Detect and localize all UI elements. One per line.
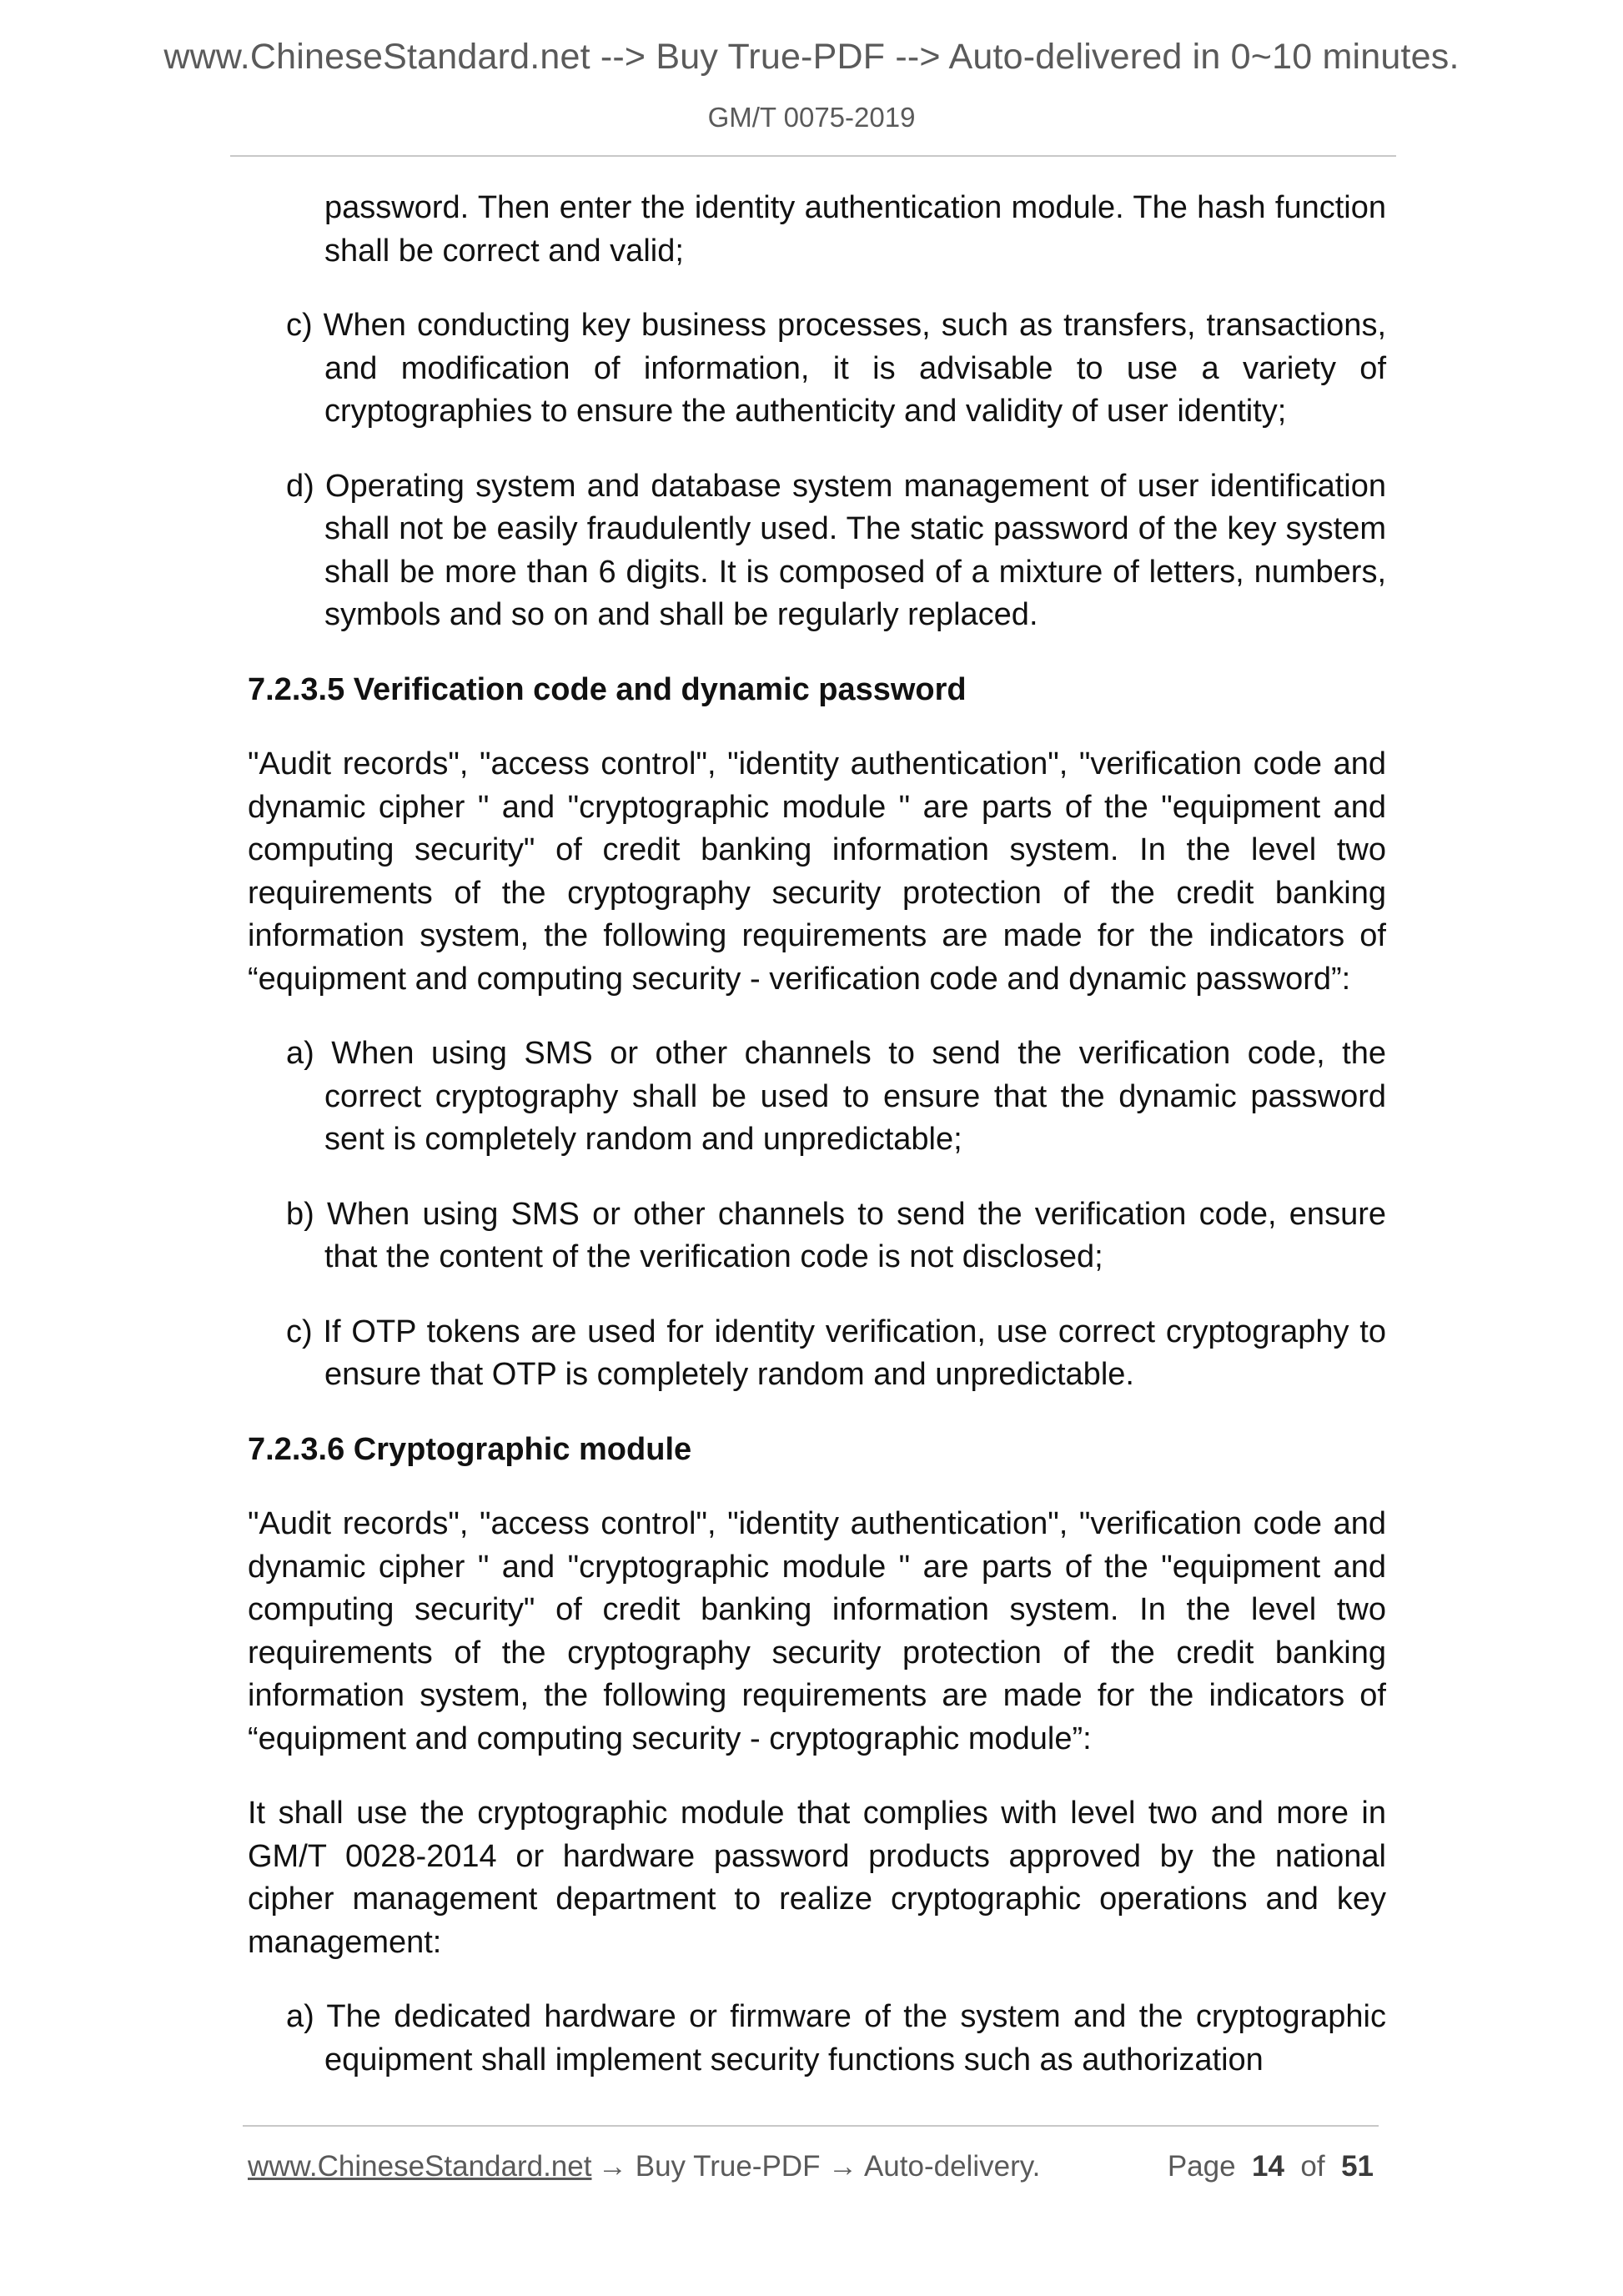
list-item-d: d) Operating system and database system management of user identification shall not be easily fraudulently used. The static password of the key system shall be more than 6 digits. It is composed of a mixture of letters, numbers, symbols and so on and shall be regularly replaced. — [286, 468, 1386, 632]
list-item-a: a) When using SMS or other channels to send the verification code, the correct cryptography shall be used to ensure that the dynamic password sent is completely random and unpredictable; — [286, 1036, 1386, 1157]
paragraph-7-2-3-5: "Audit records", "access control", "identity authentication", "verification code and dynamic cipher " and "cryptographic module " are parts of the "equipment and computing security" of credit banking information system. In the level two requirements of the cryptography security protection of the credit banking information system, the following requirements are made for the indicators of “equipment and computing security - verification code and dynamic password”: — [248, 746, 1386, 997]
paragraph-requirement: It shall use the cryptographic module that complies with level two and more in GM/T 0028-2014 or hardware password products approved by the national cipher management department to realize cryptographic operations and key management: — [248, 1796, 1386, 1960]
page-label: Page — [1167, 2150, 1236, 2183]
list-item-c: c) When conducting key business processes, such as transfers, transactions, and modification of information, it is advisable to use a variety of cryptographies to ensure the authenticity and validity of user identity; — [286, 308, 1386, 429]
paragraph-7-2-3-6: "Audit records", "access control", "identity authentication", "verification code and dynamic cipher " and "cryptographic module " are parts of the "equipment and computing security" of credit banking information system. In the level two requirements of the cryptography security protection of the credit banking information system, the following requirements are made for the indicators of “equipment and computing security - cryptographic module”: — [248, 1506, 1386, 1756]
footer-tagline: → Buy True-PDF → Auto-delivery. — [598, 2150, 1041, 2183]
header-divider — [230, 155, 1396, 157]
footer-divider — [243, 2125, 1379, 2127]
of-label: of — [1300, 2150, 1325, 2183]
document-code: GM/T 0075-2019 — [707, 102, 916, 133]
list-item-b: b) When using SMS or other channels to send the verification code, ensure that the content of the verification code is not disclosed; — [286, 1196, 1386, 1274]
current-page: 14 — [1252, 2150, 1284, 2183]
list-item-a: a) The dedicated hardware or firmware of the system and the cryptographic equipment shall implement security functions such as authorization — [286, 1999, 1386, 2077]
footer-site-link[interactable]: www.ChineseStandard.net — [248, 2150, 592, 2183]
section-heading-7-2-3-6: 7.2.3.6 Cryptographic module — [248, 1431, 692, 1467]
page-number — [1168, 2150, 1374, 2183]
list-item-c: c) If OTP tokens are used for identity verification, use correct cryptography to ensure that OTP is completely random and unpredictable. — [286, 1314, 1386, 1392]
list-item-continued: password. Then enter the identity authentication module. The hash function shall be correct and valid; — [324, 190, 1386, 269]
top-banner: www.ChineseStandard.net --> Buy True-PDF --> Auto-delivered in 0~10 minutes. — [163, 37, 1460, 77]
section-heading-7-2-3-5: 7.2.3.5 Verification code and dynamic password — [248, 671, 967, 707]
page-content — [248, 187, 1386, 2113]
total-pages: 51 — [1341, 2150, 1374, 2183]
